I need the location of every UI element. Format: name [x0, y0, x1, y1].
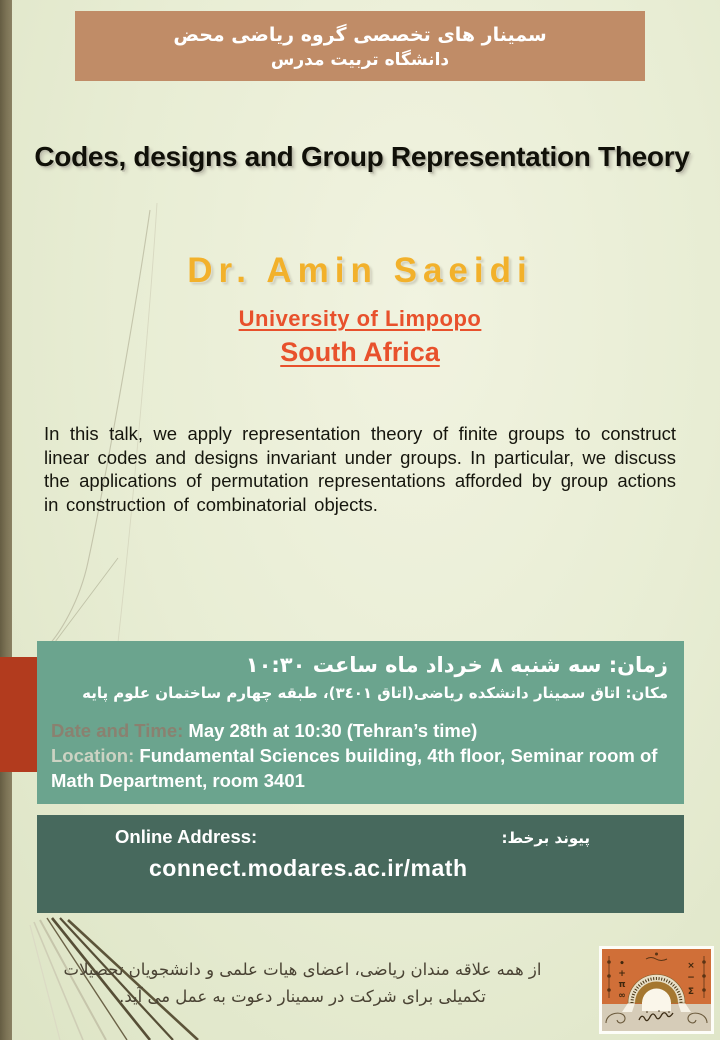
- banner-line-1: سمینار های تخصصی گروه ریاضی محض: [173, 24, 547, 46]
- schedule-box: [37, 641, 684, 804]
- banner-line-2: دانشگاه تربیت مدرس: [270, 50, 450, 70]
- svg-text:×: ×: [687, 961, 695, 971]
- schedule-en-block: [51, 718, 668, 793]
- location-label: Location:: [51, 745, 140, 766]
- footer-invitation: [50, 956, 555, 1010]
- online-address-label-en: Online Address:: [115, 826, 258, 847]
- online-address-url[interactable]: connect.modares.ac.ir/math: [149, 855, 468, 881]
- schedule-location-line-en: [51, 743, 668, 793]
- footer-line-2: تکمیلی برای شرکت در سمینار دعوت به عمل می آید.: [119, 987, 486, 1006]
- svg-text:−: −: [687, 973, 695, 983]
- speaker-name: Dr. Amin Saeidi: [187, 251, 533, 290]
- header-banner: [75, 11, 645, 81]
- left-edge-stripe: [0, 0, 12, 1040]
- speaker-country: South Africa: [280, 337, 440, 367]
- footer-line-1: از همه علاقه مندان ریاضی، اعضای هیات علمی و دانشجویان تحصیلات: [63, 960, 542, 979]
- svg-text:π: π: [618, 980, 626, 990]
- online-address-box: [37, 815, 684, 913]
- online-address-label-fa: پیوند برخط:: [501, 829, 590, 847]
- schedule-date-line-en: [51, 718, 668, 743]
- schedule-location-fa: مکان: اتاق سمینار دانشکده ریاضی(اتاق ۳٤۰۱)، طبقه چهارم ساختمان علوم پایه: [82, 684, 668, 702]
- speaker-affiliation: University of Limpopo: [238, 306, 482, 331]
- rust-accent-block: [0, 657, 37, 772]
- location-value: Fundamental Sciences building, 4th floor, Seminar room of Math Department, room 3401: [51, 745, 658, 791]
- online-address-row: [37, 826, 684, 848]
- svg-text:•: •: [619, 959, 625, 969]
- seminar-title: Codes, designs and Group Representation Theory: [34, 141, 690, 172]
- date-time-label: Date and Time:: [51, 720, 189, 741]
- date-time-value: May 28th at 10:30 (Tehran’s time): [188, 720, 478, 741]
- abstract-text: In this talk, we apply representation theory of finite groups to construct linear codes and designs invariant under groups. In particular, we discuss the applications of permutation representations afforded by group actions in construction of combinatorial objects.: [44, 423, 676, 515]
- svg-text:∞: ∞: [618, 991, 626, 1001]
- logo-calligraphy-dot: [646, 1011, 648, 1013]
- math-society-logo-art: [602, 949, 711, 1031]
- logo-calligraphy-dot: [668, 1011, 670, 1013]
- math-society-logo: [599, 946, 714, 1034]
- logo-calligraphy-dot: [658, 1010, 660, 1012]
- svg-text:+: +: [618, 969, 626, 979]
- svg-text:Σ: Σ: [687, 987, 695, 997]
- schedule-time-fa: زمان: سه شنبه ۸ خرداد ماه ساعت ۱۰:۳۰: [245, 653, 668, 677]
